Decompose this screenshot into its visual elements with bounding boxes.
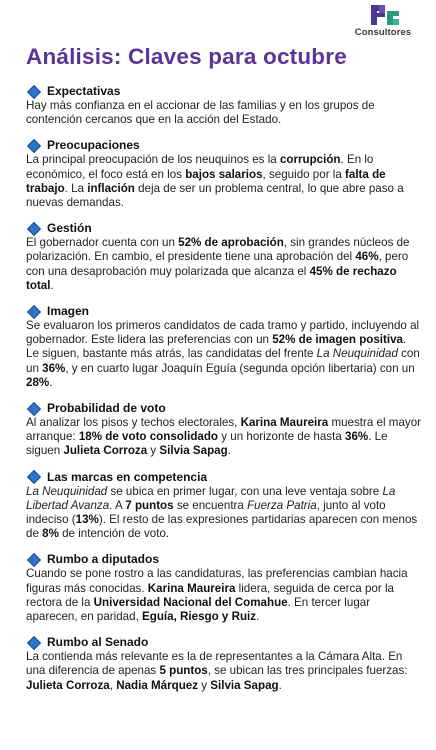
body-text: . En tercer lugar aparecen, en paridad, [26,595,371,624]
diamond-bullet-icon [27,636,41,650]
body-text: . [50,278,54,292]
emphasis-text: Silvia Sapag [210,678,279,692]
section-heading-text: Imagen [47,304,90,319]
body-text: . A [109,498,126,512]
section-body [26,485,422,542]
emphasis-text: 36% [42,361,66,375]
diamond-bullet-icon [27,139,41,153]
body-text: . [49,375,53,389]
logo-text: Consultores [354,27,412,38]
emphasis-text: 8% [42,527,59,541]
emphasis-text: Karina Maureira [240,416,329,430]
diamond-bullet-icon [27,401,41,415]
body-text: Cuando se pone rostro a las candidaturas, las preferencias cambian hacia figuras más conocidas. [26,567,408,595]
body-text: . Le siguen, bastante más atrás, las candidatas del frente [26,333,407,361]
emphasis-text: 5 puntos [159,664,208,678]
body-text: de intención de voto. [58,527,170,541]
emphasis-text: falta de trabajo [26,167,386,195]
section-heading [26,635,422,650]
section-body [26,416,422,459]
section-heading [26,470,422,485]
diamond-bullet-icon [27,222,41,236]
section-heading-text: Gestión [47,221,92,236]
body-text: se encuentra [173,498,248,512]
body-text: . En lo económico, el foco está en los [26,153,374,181]
emphasis-text: 45% de rechazo total [26,264,397,292]
section-probabilidad-de-voto [26,401,422,459]
body-text: . Le siguen [26,430,388,458]
italic-text: La Neuquinidad [26,484,108,498]
emphasis-text: 7 puntos [125,498,174,512]
body-text: La principal preocupación de los neuquinos es la [26,153,280,167]
section-body [26,650,422,693]
emphasis-text: Julieta Corroza [63,444,148,458]
body-text: , junto al voto indeciso ( [26,498,386,527]
body-text: Al analizar los pisos y techos electorales, [26,416,241,430]
section-heading-text: Probabilidad de voto [47,401,166,416]
par-logo-mark-icon [346,3,420,27]
section-heading-text: Expectativas [47,84,121,98]
diamond-bullet-icon [27,553,41,567]
italic-text: La Neuquinidad [316,347,398,361]
section-las-marcas-en-competencia [26,470,422,542]
section-imagen [26,304,422,390]
section-rumbo-al-senado [26,635,422,693]
emphasis-text: Universidad Nacional del Comahue [93,595,288,609]
emphasis-text: corrupción [279,153,341,167]
body-text: . [227,444,231,458]
body-text: lidera, seguida de cerca por la rectora de la [26,581,394,609]
body-text: deja de ser un problema central, lo que abre paso a nuevas demandas. [26,181,404,210]
emphasis-text: Nadia Márquez [116,678,199,692]
body-text: . La [64,181,88,195]
section-heading [26,221,422,236]
body-text: Hay más confianza en el accionar de las familias y en los grupos de contención cercanos que en la acción del Estado. [26,99,375,127]
page-title: Análisis: Claves para octubre [26,44,347,69]
emphasis-text: 46% [355,250,379,264]
body-text: y [147,444,160,458]
emphasis-text: 18% de voto consolidado [78,430,219,444]
emphasis-text: Eguía, Riesgo y Ruiz [142,610,257,624]
brand-logo [346,3,420,39]
body-text: , seguido por la [262,167,346,181]
italic-text: La Libertad Avanza [26,484,396,512]
body-text: La contienda más relevante es la de representantes a la Cámara Alta. En una diferencia de apenas [26,650,403,678]
section-body [26,99,422,127]
section-body [26,319,422,390]
body-text: , sin grandes núcleos de polarización. En cambio, el presidente tiene una aprobación del [26,236,410,264]
body-text: Se evaluaron los primeros candidatos de cada tramo y partido, incluyendo al gobernador. Este lidera las preferencias con un [26,319,420,347]
emphasis-text: 28% [26,375,50,389]
diamond-bullet-icon [27,470,41,484]
emphasis-text: 13% [75,513,99,527]
emphasis-text: Julieta Corroza [26,678,110,692]
body-text: , [109,678,117,692]
emphasis-text: Silvia Sapag [159,444,228,458]
section-body [26,236,422,293]
section-body [26,153,422,210]
body-text: , se ubican las tres principales fuerzas: [207,664,408,678]
section-body [26,567,422,624]
body-text: , y en cuarto lugar Joaquín Eguía (segunda opción libertaria) con un [65,361,415,375]
section-heading-text: Preocupaciones [47,138,140,153]
section-rumbo-a-diputados [26,552,422,624]
diamond-bullet-icon [27,84,41,98]
body-text: El gobernador cuenta con un [26,236,179,250]
emphasis-text: Karina Maureira [147,581,236,595]
diamond-bullet-icon [27,304,41,318]
body-text: y un horizonte de hasta [218,430,345,444]
section-heading [26,138,422,153]
emphasis-text: inflación [87,181,135,195]
emphasis-text: 36% [345,430,369,444]
section-gestion [26,221,422,293]
section-heading [26,401,422,416]
emphasis-text: bajos salarios [185,167,263,181]
section-expectativas [26,84,422,127]
analysis-sections [26,84,422,704]
italic-text: Fuerza Patria [247,498,317,512]
section-heading-text: Rumbo a diputados [47,552,159,567]
body-text: , pero con una desaprobación muy polarizada que alcanza el [26,250,409,278]
body-text: . [256,610,260,624]
body-text: muestra el mayor arranque: [26,416,422,444]
section-heading [26,552,422,567]
body-text: con un [26,347,420,375]
body-text: . [278,678,282,692]
body-text: y [198,678,211,692]
section-heading [26,84,422,99]
emphasis-text: 52% de aprobación [178,236,284,250]
body-text: se ubica en primer lugar, con una leve ventaja sobre [107,484,383,498]
section-preocupaciones [26,138,422,210]
section-heading-text: Las marcas en competencia [47,469,208,484]
section-heading [26,304,422,319]
emphasis-text: 52% de imagen positiva [272,333,404,347]
section-heading-text: Rumbo al Senado [47,635,149,650]
body-text: ). El resto de las expresiones partidarias aparecen con menos de [26,513,418,541]
